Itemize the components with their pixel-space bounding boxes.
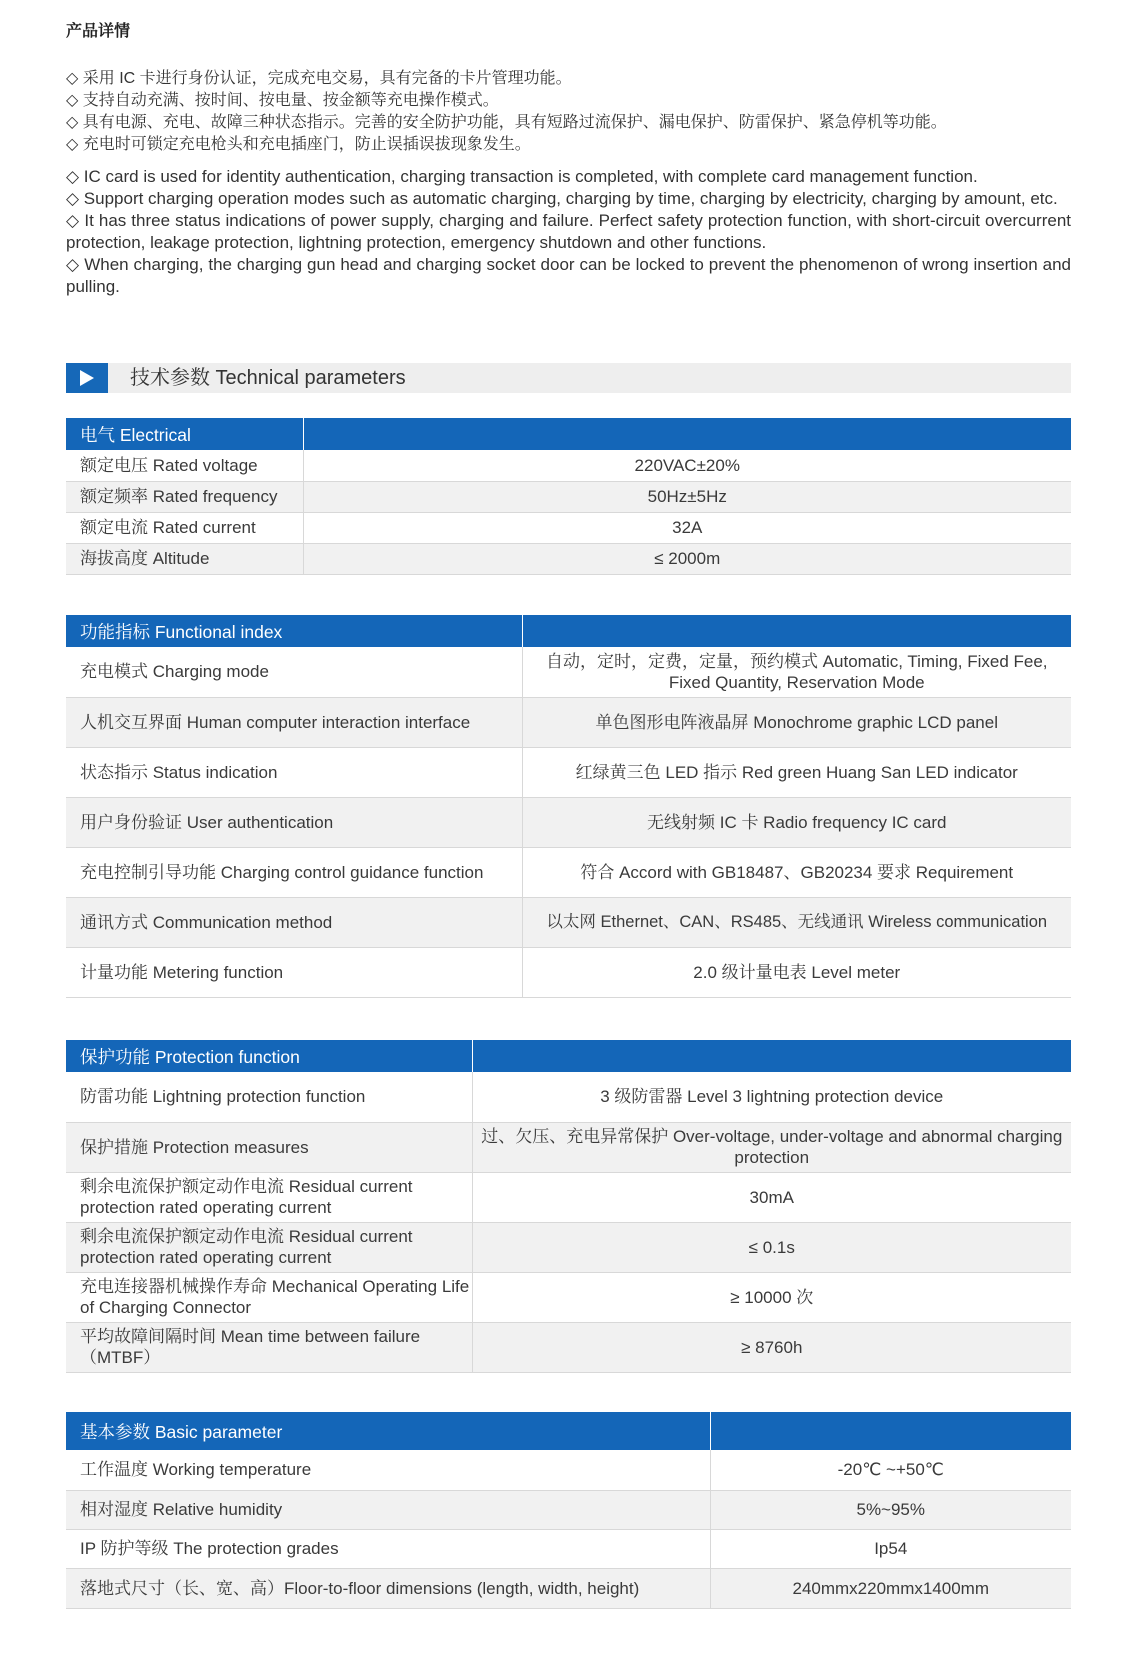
row-value: ≤ 0.1s [472, 1222, 1071, 1272]
row-value: 以太网 Ethernet、CAN、RS485、无线通讯 Wireless communication [522, 897, 1071, 947]
table-row [66, 1272, 1071, 1322]
intro-english [66, 166, 1071, 298]
row-label: 剩余电流保护额定动作电流 Residual current protection rated operating current [66, 1172, 472, 1222]
table-header-blank [303, 418, 1071, 450]
table-header-row [66, 1412, 1071, 1450]
table-row [66, 1490, 1071, 1529]
row-label: 人机交互界面 Human computer interaction interface [66, 697, 522, 747]
table-header-blank [522, 615, 1071, 647]
row-label: 海拔高度 Altitude [66, 543, 303, 574]
electrical-table [66, 418, 1071, 575]
table-row [66, 847, 1071, 897]
table-row [66, 1322, 1071, 1372]
row-label: IP 防护等级 The protection grades [66, 1529, 710, 1568]
row-value: 5%~95% [710, 1490, 1071, 1529]
table-row [66, 543, 1071, 574]
basic-table [66, 1412, 1071, 1609]
row-value: 2.0 级计量电表 Level meter [522, 947, 1071, 997]
row-value: 220VAC±20% [303, 450, 1071, 481]
intro-en-line: ◇ Support charging operation modes such as automatic charging, charging by time, charging by electricity, charging by amount, etc. [66, 189, 1058, 208]
row-label: 保护措施 Protection measures [66, 1122, 472, 1172]
page-title: 产品详情 [66, 23, 131, 40]
table-row [66, 647, 1071, 697]
table-row [66, 697, 1071, 747]
section-title: 技术参数 Technical parameters [130, 367, 406, 389]
row-value: 符合 Accord with GB18487、GB20234 要求 Requirement [522, 847, 1071, 897]
row-value: ≤ 2000m [303, 543, 1071, 574]
row-label: 平均故障间隔时间 Mean time between failure（MTBF） [66, 1322, 472, 1372]
row-value: 3 级防雷器 Level 3 lightning protection device [472, 1072, 1071, 1122]
row-value: ≥ 8760h [472, 1322, 1071, 1372]
table-row [66, 450, 1071, 481]
row-value: 自动，定时，定费，定量，预约模式 Automatic, Timing, Fixed Fee, Fixed Quantity, Reservation Mode [522, 647, 1071, 697]
row-label: 通讯方式 Communication method [66, 897, 522, 947]
row-label: 用户身份验证 User authentication [66, 797, 522, 847]
table-row [66, 481, 1071, 512]
table-header-blank [472, 1040, 1071, 1072]
table-header-row [66, 615, 1071, 647]
table-row [66, 947, 1071, 997]
table-header-title: 功能指标 Functional index [66, 615, 522, 647]
table-header-title: 基本参数 Basic parameter [66, 1412, 710, 1450]
table-row [66, 1072, 1071, 1122]
intro-chinese [66, 68, 1071, 156]
row-label: 额定频率 Rated frequency [66, 481, 303, 512]
row-value: -20℃ ~+50℃ [710, 1450, 1071, 1490]
intro-cn-line: ◇ 充电时可锁定充电枪头和充电插座门，防止误插误拔现象发生。 [66, 136, 531, 153]
play-triangle-icon [80, 370, 94, 386]
row-value: 240mmx220mmx1400mm [710, 1568, 1071, 1608]
row-value: 30mA [472, 1172, 1071, 1222]
row-label: 充电控制引导功能 Charging control guidance function [66, 847, 522, 897]
table-row [66, 1222, 1071, 1272]
row-value: 无线射频 IC 卡 Radio frequency IC card [522, 797, 1071, 847]
functional-table [66, 615, 1071, 998]
row-value: 32A [303, 512, 1071, 543]
row-label: 充电连接器机械操作寿命 Mechanical Operating Life of Charging Connector [66, 1272, 472, 1322]
intro-en-line: ◇ When charging, the charging gun head and charging socket door can be locked to prevent the phenomenon of wrong insertion and pulling. [66, 255, 1071, 296]
play-marker [66, 363, 108, 393]
row-label: 额定电压 Rated voltage [66, 450, 303, 481]
intro-cn-line: ◇ 采用 IC 卡进行身份认证，完成充电交易，具有完备的卡片管理功能。 [66, 70, 572, 87]
row-value: 单色图形电阵液晶屏 Monochrome graphic LCD panel [522, 697, 1071, 747]
row-label: 剩余电流保护额定动作电流 Residual current protection rated operating current [66, 1222, 472, 1272]
row-label: 相对湿度 Relative humidity [66, 1490, 710, 1529]
table-header-title: 保护功能 Protection function [66, 1040, 472, 1072]
table-header-title: 电气 Electrical [66, 418, 303, 450]
row-value: ≥ 10000 次 [472, 1272, 1071, 1322]
table-row [66, 1529, 1071, 1568]
row-label: 防雷功能 Lightning protection function [66, 1072, 472, 1122]
intro-cn-line: ◇ 支持自动充满、按时间、按电量、按金额等充电操作模式。 [66, 92, 499, 109]
row-value: Ip54 [710, 1529, 1071, 1568]
table-row [66, 747, 1071, 797]
row-label: 工作温度 Working temperature [66, 1450, 710, 1490]
table-header-blank [710, 1412, 1071, 1450]
intro-en-line: ◇ It has three status indications of power supply, charging and failure. Perfect safety protection function, with short-circuit overcurrent protection, leakage protection, lightning protection, emergency shutdown and other functions. [66, 211, 1071, 252]
row-label: 状态指示 Status indication [66, 747, 522, 797]
row-value: 过、欠压、充电异常保护 Over-voltage, under-voltage and abnormal charging protection [472, 1122, 1071, 1172]
table-header-row [66, 1040, 1071, 1072]
protection-table [66, 1040, 1071, 1373]
intro-en-line: ◇ IC card is used for identity authentication, charging transaction is completed, with complete card management function. [66, 167, 978, 186]
table-row [66, 1450, 1071, 1490]
section-header [66, 363, 1071, 393]
table-row [66, 1568, 1071, 1608]
row-label: 落地式尺寸（长、宽、高）Floor-to-floor dimensions (length, width, height) [66, 1568, 710, 1608]
table-row [66, 897, 1071, 947]
table-header-row [66, 418, 1071, 450]
table-row [66, 1122, 1071, 1172]
table-row [66, 512, 1071, 543]
table-row [66, 797, 1071, 847]
table-row [66, 1172, 1071, 1222]
row-value: 红绿黄三色 LED 指示 Red green Huang San LED indicator [522, 747, 1071, 797]
row-label: 充电模式 Charging mode [66, 647, 522, 697]
row-label: 计量功能 Metering function [66, 947, 522, 997]
row-value: 50Hz±5Hz [303, 481, 1071, 512]
intro-cn-line: ◇ 具有电源、充电、故障三种状态指示。完善的安全防护功能，具有短路过流保护、漏电保护、防雷保护、紧急停机等功能。 [66, 114, 947, 131]
row-label: 额定电流 Rated current [66, 512, 303, 543]
